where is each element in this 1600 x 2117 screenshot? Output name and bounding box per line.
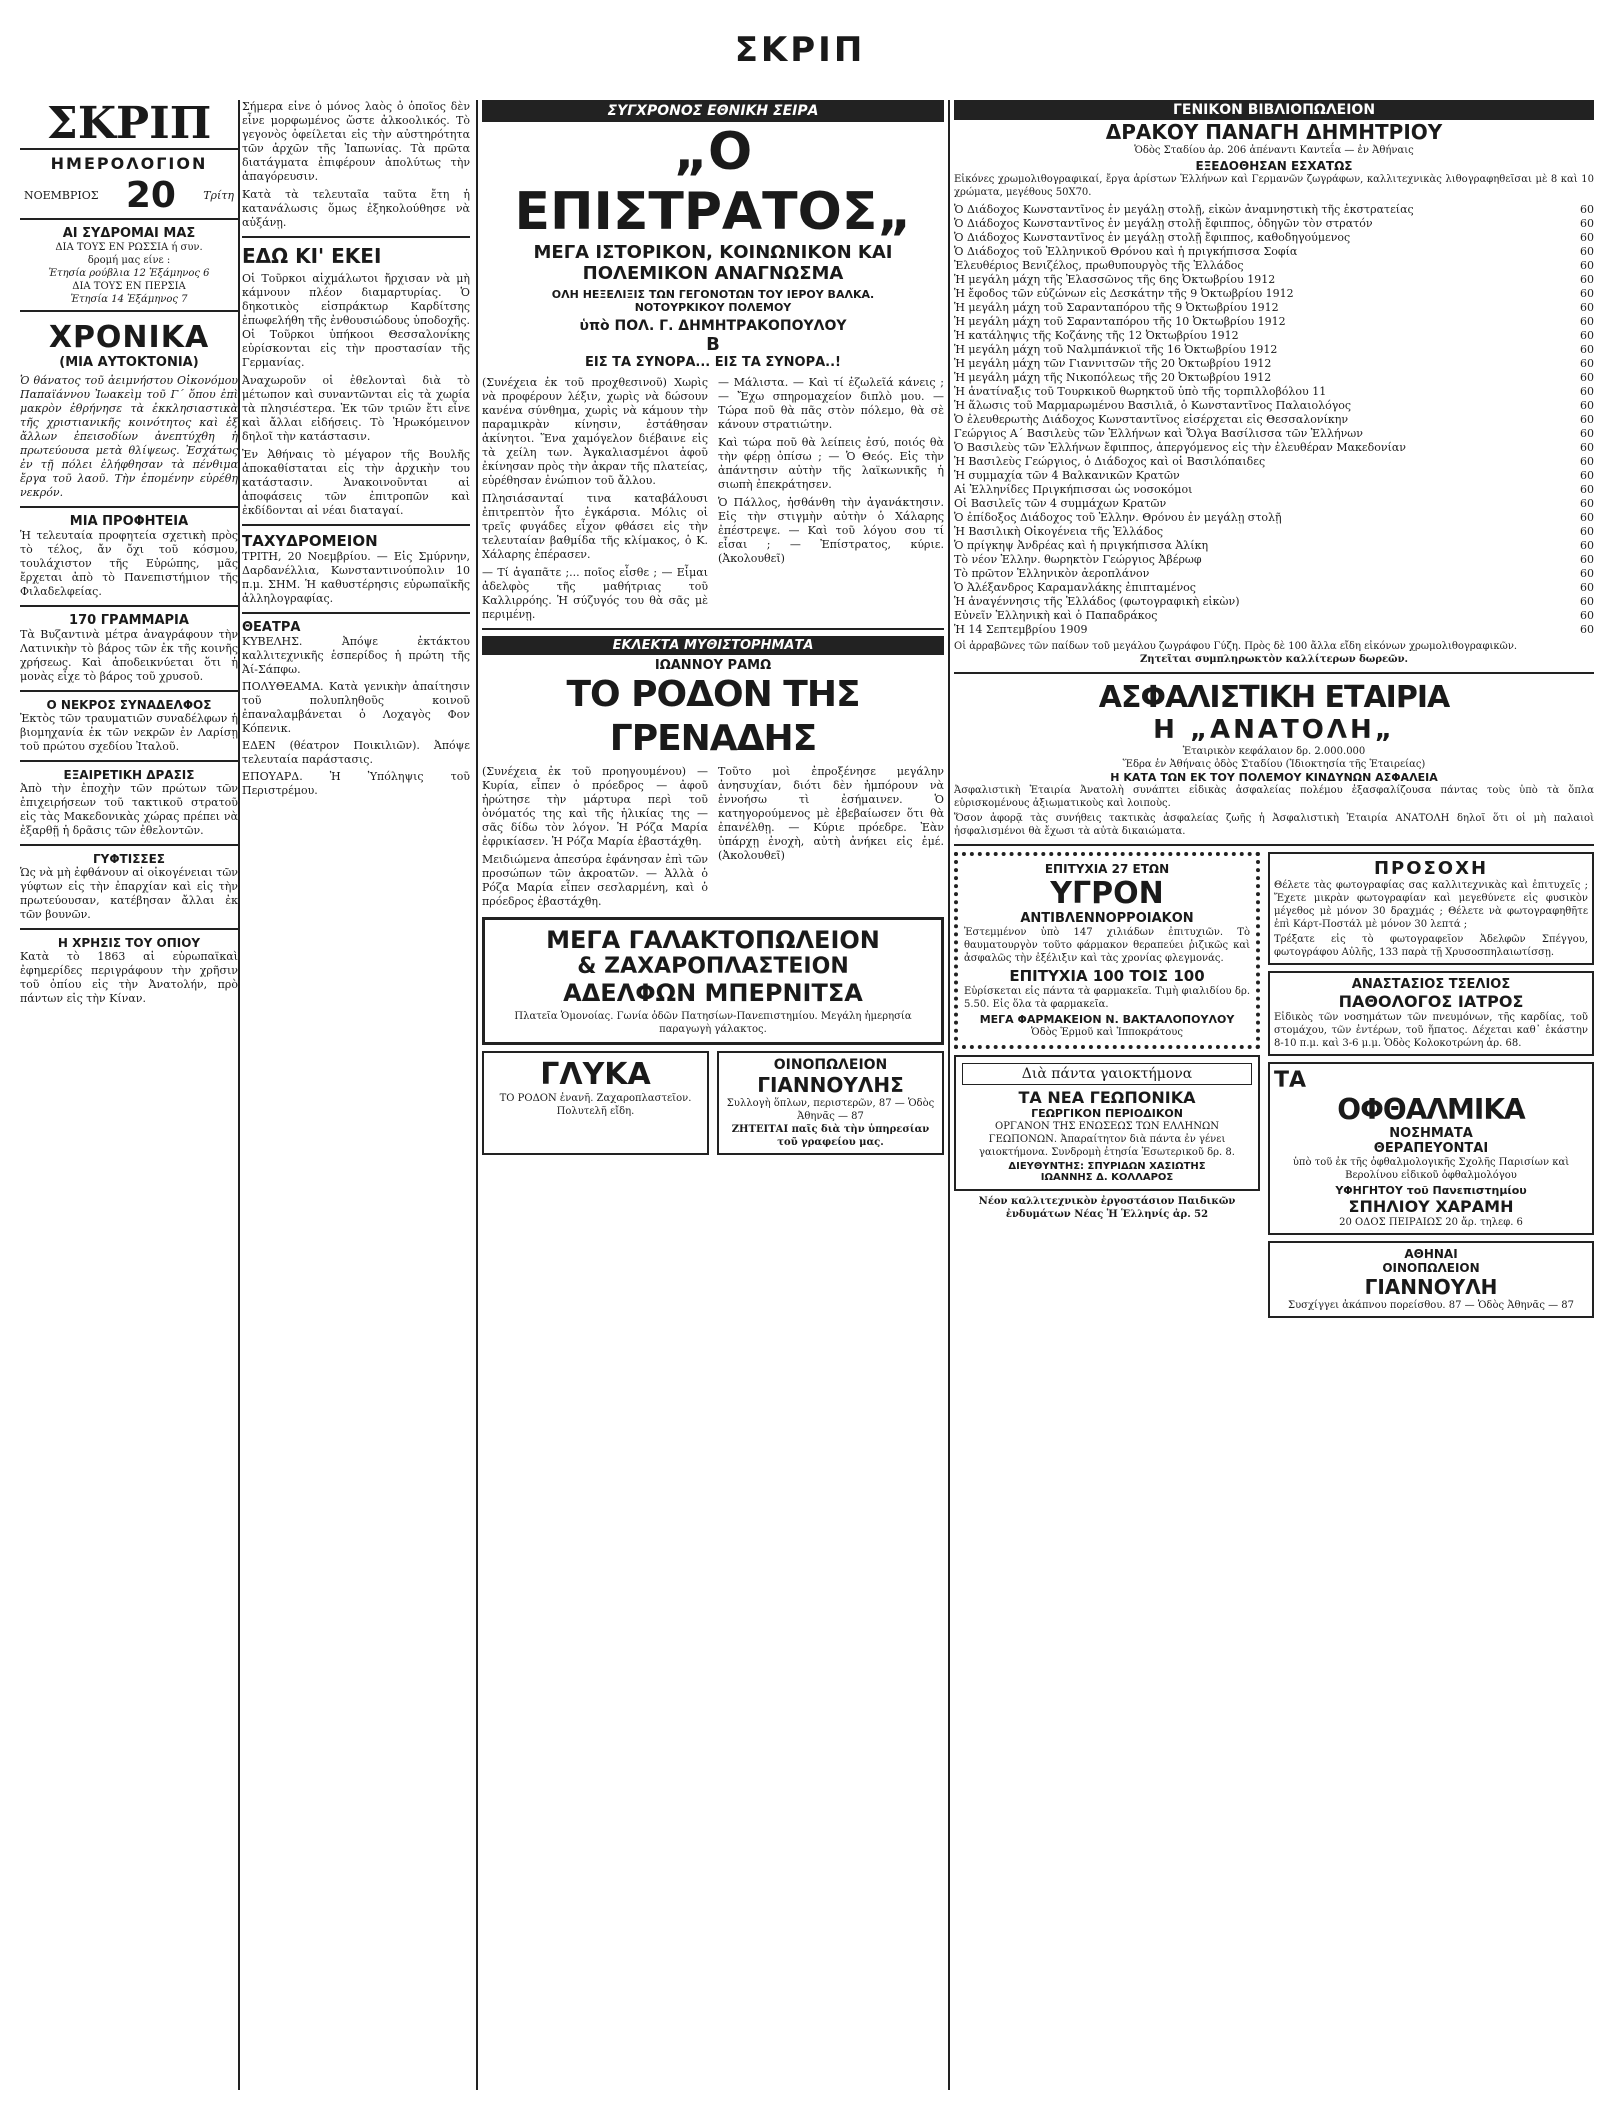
price-value: 60	[1580, 441, 1594, 454]
price-value: 60	[1580, 497, 1594, 510]
section-subtitle: (ΜΙΑ ΑΥΤΟΚΤΟΝΙΑ)	[59, 355, 199, 370]
price-item: Ἐλευθέριος Βενιζέλος, πρωθυπουργὸς τῆς Ἑλλάδος	[954, 259, 1244, 272]
price-row	[954, 497, 1594, 511]
subs-line: δρομή μας είνε :	[87, 255, 171, 266]
price-row	[954, 483, 1594, 497]
price-row	[954, 581, 1594, 595]
ad-doctor-name: ΑΝΑΣΤΑΣΙΟΣ ΤΣΕΛΙΟΣ	[1351, 977, 1511, 992]
price-value: 60	[1580, 371, 1594, 384]
section-title: ΘΕΑΤΡΑ	[242, 620, 301, 635]
ad-sweets-title: ΓΛΥΚΑ	[540, 1057, 651, 1092]
price-value: 60	[1580, 567, 1594, 580]
insurance-name: Η „ΑΝΑΤΟΛΗ„	[1153, 715, 1395, 745]
price-value: 60	[1580, 609, 1594, 622]
ad-wine	[717, 1051, 944, 1155]
article-text: ΚΥΒΕΛΗΣ. Ἀπόψε ἐκτάκτου καλλιτεχνικῆς ἑσπερίδος ἡ πρώτη τῆς Ἀί-Σάπφω.	[242, 635, 470, 676]
price-value: 60	[1580, 245, 1594, 258]
ad-pharmacy-address: Ὁδὸς Ἑρμοῦ καὶ Ἱπποκράτους	[1031, 1027, 1183, 1038]
column-rule	[948, 100, 950, 2090]
price-value: 60	[1580, 273, 1594, 286]
price-item: Ἡ Βασιλικὴ Οἰκογένεια τῆς Ἑλλάδος	[954, 525, 1164, 538]
price-value: 60	[1580, 259, 1594, 272]
price-item: Ὁ ἐπίδοξος Διάδοχος τοῦ Ἑλλην. Θρόνου ἐν μεγάλῃ στολῇ	[954, 511, 1282, 524]
subs-line: Ἐτησία ρούβλια 12 Ἑξάμηνος 6	[48, 268, 210, 279]
ad-medicine	[954, 852, 1260, 1049]
ad-wanted: ΖΗΤΕΙΤΑΙ παῖς διὰ τὴν ὑπηρεσίαν τοῦ γραφείου μας.	[731, 1124, 930, 1148]
article-text: Σήμερα εἶνε ὁ μόνος λαὸς ὁ ὁποῖος δὲν εἶνε μορφωμένος ὥστε ἀλκοολικός. Τὸ γεγονὸς ὀφείλεται εἰς τὴν αὐστηρότητα τῶν ἀρχῶν τῆς Ἰαπωνίας. Τὰ πρῶτα διατάγματα ἐπιφέρουν ἀπολύτως τὴν ἀπαγόρευσιν.	[242, 100, 470, 183]
price-item: Ἡ ἅλωσις τοῦ Μαρμαρωμένου Βασιλιᾶ, ὁ Κωνσταντῖνος Παλαιολόγος	[954, 399, 1352, 412]
section-title: Η ΧΡΗΣΙΣ ΤΟΥ ΟΠΙΟΥ	[57, 936, 201, 950]
ad-eye-ta: ΤΑ	[1274, 1068, 1307, 1093]
ad-dairy-title: ΜΕΓΑ ΓΑΛΑΚΤΟΠΩΛΕΙΟΝ	[546, 926, 880, 954]
logo: ΣΚΡΙΠ	[20, 100, 238, 150]
price-row	[954, 245, 1594, 259]
section-title: ΓΥΦΤΙΣΣΕΣ	[93, 852, 165, 866]
ad-dairy-title: & ΖΑΧΑΡΟΠΛΑΣΤΕΙΟΝ	[577, 954, 849, 979]
price-value: 60	[1580, 581, 1594, 594]
price-row	[954, 357, 1594, 371]
article-text: Ὡς νὰ μὴ ἐφθάνουν αἱ οἰκογένειαι τῶν γύφτων εἰς τὴν ἐπαρχίαν καὶ εἰς τὴν πρωτεύουσαν, κατέβησαν ἄλλαι ἐκ τῶν βουνῶν.	[20, 866, 238, 921]
price-value: 60	[1580, 301, 1594, 314]
article-text: ΕΔΕΝ (θέατρον Ποικιλιῶν). Ἀπόψε τελευταία παράστασις.	[242, 739, 470, 766]
ad-medicine-text: Ἐστεμμένον ὑπὸ 147 χιλιάδων ἐπιτυχιῶν. Τὸ θαυματουργὸν τοῦτο φάρμακον θεραπεύει ῥιζικῶς καὶ ἀσφαλῶς τὴν ἐξέλιξιν καὶ τὰς χρονίας φλεγμονάς.	[964, 927, 1250, 964]
ad-pharmacy: ΜΕΓΑ ΦΑΡΜΑΚΕΙΟΝ Ν. ΒΑΚΤΑΛΟΠΟΥΛΟΥ	[979, 1013, 1235, 1026]
calendar-month: ΝΟΕΜΒΡΙΟΣ	[24, 189, 99, 202]
ad-eye-address: 20 ΟΔΟΣ ΠΕΙΡΑΙΩΣ 20 ἄρ. τηλεφ. 6	[1339, 1217, 1523, 1228]
price-value: 60	[1580, 539, 1594, 552]
masthead-title: ΣΚΡΙΠ	[734, 30, 866, 70]
price-item: Εὐνεῖν Ἑλληνικὴ καὶ ὁ Παπαδράκος	[954, 609, 1158, 622]
price-row	[954, 427, 1594, 441]
ad-dairy	[482, 917, 944, 1045]
serial-description: ΝΟΤΟΥΡΚΙΚΟΥ ΠΟΛΕΜΟΥ	[634, 301, 792, 314]
price-value: 60	[1580, 357, 1594, 370]
price-value: 60	[1580, 231, 1594, 244]
price-list	[954, 203, 1594, 637]
price-item: Ἡ μεγάλη μάχη τοῦ Σαρανταπόρου τῆς 10 Ὀκτωβρίου 1912	[954, 315, 1286, 328]
price-value: 60	[1580, 553, 1594, 566]
ad-eye-doctor: ΥΦΗΓΗΤΟΥ τοῦ Πανεπιστημίου	[1335, 1184, 1527, 1197]
price-value: 60	[1580, 469, 1594, 482]
price-row	[954, 343, 1594, 357]
ad-eye-subtitle: ΘΕΡΑΠΕΥΟΝΤΑΙ	[1373, 1141, 1489, 1156]
ad-agriculture-head: Διὰ πάντα γαιοκτήμονα	[962, 1063, 1252, 1085]
price-item: Ἡ μεγάλη μάχη τῆς Νικοπόλεως τῆς 20 Ὀκτωβρίου 1912	[954, 371, 1272, 384]
calendar-weekday: Τρίτη	[203, 189, 234, 202]
insurance-text: Ὅσον ἀφορᾷ τὰς συνήθεις τακτικὰς ἀσφαλείας ζωῆς ἡ Ἀσφαλιστικὴ Ἑταιρία ΑΝΑΤΟΛΗ δηλοῖ ὅτι οἱ μὴ παλαιοὶ ἠσφαλισμένοι θὰ ἔχωσι τὰ αὐτὰ δικαιώματα.	[954, 813, 1594, 837]
ad-agriculture	[954, 1055, 1260, 1191]
ad-eye-text: ὑπὸ τοῦ ἐκ τῆς ὀφθαλμολογικῆς Σχολῆς Παρισίων καὶ Βερολίνου εἰδικοῦ ὀφθαλμολόγου	[1292, 1157, 1570, 1181]
price-item: Ἡ ἀναγέννησις τῆς Ἑλλάδος (φωτογραφικὴ εἰκὼν)	[954, 595, 1240, 608]
masthead	[0, 0, 1600, 100]
section-title: ΕΞΑΙΡΕΤΙΚΗ ΔΡΑΣΙΣ	[63, 768, 195, 782]
article-text: ΤΡΙΤΗ, 20 Νοεμβρίου. — Εἰς Σμύρνην, Δαρδανέλλια, Κωνσταντινούπολιν 10 π.μ. ΣΗΜ. Ἡ καθυστέρησις εὐρωπαϊκῆς ἀλληλογραφίας.	[242, 550, 470, 605]
price-item: Ἡ ἀνατίναξις τοῦ Τουρκικοῦ θωρηκτοῦ ὑπὸ τῆς τορπιλλοβόλου 11	[954, 385, 1327, 398]
price-value: 60	[1580, 315, 1594, 328]
shop-name: ΔΡΑΚΟΥ ΠΑΝΑΓΗ ΔΗΜΗΤΡΙΟΥ	[1105, 120, 1443, 144]
price-row	[954, 315, 1594, 329]
price-item: Ἡ μεγάλη μάχη τοῦ Σαρανταπόρου τῆς 9 Ὀκτωβρίου 1912	[954, 301, 1279, 314]
ad-medicine-subtitle: ΑΝΤΙΒΛΕΝΝΟΡΡΟΙΑΚΟΝ	[1020, 911, 1194, 926]
price-item: Τὸ νέον Ἑλλην. θωρηκτὸν Γεώργιος Ἀβέρωφ	[954, 553, 1202, 566]
novel-title: ΤΟ ΡΟΔΟΝ ΤΗΣ ΓΡΕΝΑΔΗΣ	[566, 674, 860, 759]
ad-medicine-text: Εὑρίσκεται εἰς πάντα τὰ φαρμακεῖα. Τιμὴ φιαλιδίου δρ. 5.50. Εἰς ὅλα τὰ φαρμακεῖα.	[964, 986, 1250, 1010]
price-row	[954, 203, 1594, 217]
serial-text: Πλησιάσανταί τινα καταβάλουσι ἐπιτρεπτὸν ἦτο ἐγκάρσια. Μόλις οἱ τρεῖς φυγάδες εἶχον φθάσει εἰς τὴν τελευταίαν βαθμίδα τῆς κλίμακος, ὁ Κ. Χάλαρης ἐπέρασεν.	[482, 492, 708, 561]
price-row	[954, 371, 1594, 385]
ad-eye-name: ΣΠΗΛΙΟΥ ΧΑΡΑΜΗ	[1348, 1197, 1514, 1216]
insurance-title: ΑΣΦΑΛΙΣΤΙΚΗ ΕΤΑΙΡΙΑ	[1098, 680, 1450, 715]
serial-author: ὑπὸ ΠΟΛ. Γ. ΔΗΜΗΤΡΑΚΟΠΟΥΛΟΥ	[579, 318, 847, 334]
serial-text: (Συνέχεια ἐκ τοῦ προχθεσινοῦ) Χωρὶς νὰ προφέρουν λέξιν, χωρὶς νὰ δώσουν κανένα σύνθημα, χωρὶς νὰ κάμουν τὴν παραμικρὰν κίνησιν, ἐστάθησαν ἀκίνητοι. Ἕνα χαμόγελον διέβαινε εἰς τὰ χείλη των. Ἀγκαλιασμένοι ἀφοῦ ἐκίνησαν πρὸς τὴν ἀκραν τῆς πλατείας, εὑρέθησαν ἐνώπιον τοῦ ἄλλου.	[482, 376, 708, 487]
ad-agriculture-subtitle: ΓΕΩΡΓΙΚΟΝ ΠΕΡΙΟΔΙΚΟΝ	[1031, 1107, 1183, 1120]
column-right	[954, 100, 1594, 2090]
price-value: 60	[1580, 413, 1594, 426]
serial-part: Β	[706, 334, 720, 355]
price-value: 60	[1580, 455, 1594, 468]
price-value: 60	[1580, 623, 1594, 636]
serial-chapter: ΕΙΣ ΤΑ ΣΥΝΟΡΑ... ΕΙΣ ΤΑ ΣΥΝΟΡΑ..!	[585, 355, 841, 370]
ad-doctor	[1268, 971, 1594, 1056]
ad-eye-title: ΟΦΘΑΛΜΙΚΑ	[1337, 1093, 1525, 1126]
serial-columns	[482, 376, 944, 622]
ad-row	[482, 1051, 944, 1155]
insurance-text: Ἀσφαλιστικὴ Ἑταιρία Ἀνατολὴ συνάπτει εἰδικὰς ἀσφαλείας πολέμου ἐξασφαλίζουσα πάντας τοὺς ὑπὸ τὰ ὅπλα εὑρισκομένους ἀξιωματικοὺς καὶ λοιποὺς.	[954, 785, 1594, 809]
price-item: Ἡ μεγάλη μάχη τοῦ Ναλμπάνκιοϊ τῆς 16 Ὀκτωβρίου 1912	[954, 343, 1278, 356]
ad-dairy-title: ΑΔΕΛΦΩΝ ΜΠΕΡΝΙΤΣΑ	[563, 979, 863, 1007]
novel-kicker: ΕΚΛΕΚΤΑ ΜΥΘΙΣΤΟΡΗΜΑΤΑ	[482, 636, 944, 655]
price-value: 60	[1580, 525, 1594, 538]
shop-note: Ζητεῖται συμπληρωκτὸν καλλίτερων δωρεῶν.	[1140, 654, 1408, 665]
price-item: Ἡ 14 Σεπτεμβρίου 1909	[954, 623, 1088, 636]
shop-kicker: ΓΕΝΙΚΟΝ ΒΙΒΛΙΟΠΩΛΕΙΟΝ	[954, 100, 1594, 120]
ad-wine-name: ΓΙΑΝΝΟΥΛΗ	[1364, 1275, 1498, 1299]
article-text: ΠΟΛΥΘΕΑΜΑ. Κατὰ γενικὴν ἀπαίτησιν τοῦ πολυπληθοῦς κοινοῦ ἐπαναλαμβάνεται ὁ Λοχαγὸς Φον Κόπενικ.	[242, 680, 470, 735]
section-title: ΤΑΧΥΔΡΟΜΕΙΟΝ	[242, 532, 378, 550]
section-title: Ο ΝΕΚΡΟΣ ΣΥΝΑΔΕΛΦΟΣ	[46, 698, 212, 712]
price-item: Ὁ Διάδοχος Κωνσταντῖνος ἐν μεγάλῃ στολῇ ἔφιππος, ὁδηγῶν τὸν στρατόν	[954, 217, 1373, 230]
price-value: 60	[1580, 329, 1594, 342]
ad-medicine-success: ΕΠΙΤΥΧΙΑ 100 ΤΟΙΣ 100	[1009, 967, 1205, 985]
price-row	[954, 553, 1594, 567]
article-text: ΕΠΟΥΑΡΔ. Ἡ Ὑπόληψις τοῦ Περιστρέμου.	[242, 770, 470, 797]
column-rule	[238, 100, 240, 2090]
price-item: Ὁ Ἀλέξανδρος Καραμανλάκης ἐπιπταμένος	[954, 581, 1196, 594]
price-value: 60	[1580, 483, 1594, 496]
price-item: Τὸ πρῶτον Ἑλληνικὸν ἀεροπλάνον	[954, 567, 1150, 580]
serial-title: „Ο ΕΠΙΣΤΡΑΤΟΣ„	[514, 122, 912, 242]
price-item: Ἡ συμμαχία τῶν 4 Βαλκανικῶν Κρατῶν	[954, 469, 1180, 482]
article-text: Τὰ Βυζαντινὰ μέτρα ἀναγράφουν τὴν Λατινικὴν τὸ βάρος τῶν ἐκ τῆς κοινῆς χρήσεως. Καὶ ἀποδεικνύεται ὅτι ἡ μονὰς εἶχε τὸ βάρος τοῦ χρυσοῦ.	[20, 628, 238, 683]
price-item: Ἡ κατάληψις τῆς Κοζάνης τῆς 12 Ὀκτωβρίου 1912	[954, 329, 1239, 342]
shop-description: Εἰκόνες χρωμολιθογραφικαί, ἔργα ἀρίστων Ἑλλήνων καὶ Γερμανῶν ζωγράφων, καλλιτεχνικὰς λιθογραφηθεῖσαι μὲ 8 καὶ 10 χρώματα, μεγέθους 50Χ70.	[954, 174, 1594, 198]
serial-kicker: ΣΥΓΧΡΟΝΟΣ ΕΘΝΙΚΗ ΣΕΙΡΑ	[482, 100, 944, 122]
ad-sweets	[482, 1051, 709, 1155]
serial-subtitle: ΜΕΓΑ ΙΣΤΟΡΙΚΟΝ, ΚΟΙΝΩΝΙΚΟΝ ΚΑΙ	[533, 242, 893, 263]
price-row	[954, 511, 1594, 525]
price-item: Αἱ Ἑλληνίδες Πριγκήπισσαι ὡς νοσοκόμοι	[954, 483, 1193, 496]
ad-wine-text: Συλλογὴ ὅπλων, περιστερῶν, 87 — Ὁδὸς Ἀθηνᾶς — 87	[726, 1098, 935, 1122]
serial-text: Καὶ τώρα ποῦ θὰ λείπεις ἐσύ, ποιός θὰ τὴν φέρῃ ὀπίσω ; — Ὁ Θεός. Εἰς τὴν ἀπάντησιν αὐτὴν τῆς λαϊκωνικῆς ἡ σιωπὴ ἐπεκράτησεν.	[718, 436, 944, 491]
ad-agriculture-director: ΔΙΕΥΘΥΝΤΗΣ: ΣΠΥΡΙΔΩΝ ΧΑΣΙΩΤΗΣ	[1008, 1161, 1206, 1172]
article-text: Ἀπὸ τὴν ἐποχὴν τῶν πρώτων τῶν ἐπιχειρήσεων τοῦ τακτικοῦ στρατοῦ εἰς τὰς Μακεδονικὰς χώρας πρέπει νὰ ἐξαρθῇ ἡ δρᾶσις τῶν ἐθελοντῶν.	[20, 782, 238, 837]
novel-text: Τοῦτο μοὶ ἐπροξένησε μεγάλην ἀνησυχίαν, διότι δὲν ἠμπόρουν νὰ ἐννοήσω τὶ ἐσήμαινεν. Ὁ κατηγορούμενος μὲ ἐβεβαίωσεν ὅτι θὰ ἐπανέλθῃ. — Κύριε πρόεδρε. Ἐὰν ὑπάρχῃ ἐνοχὴ, αὐτὴ ἀνήκει εἰς ἐμέ. (Ἀκολουθεῖ)	[718, 765, 944, 862]
serial-description: ΟΛΗ ΗΕΞΕΛΙΞΙΣ ΤΩΝ ΓΕΓΟΝΟΤΩΝ ΤΟΥ ΙΕΡΟΥ ΒΑΛΚΑ.	[551, 288, 875, 301]
calendar-label: ΗΜΕΡΟΛΟΓΙΟΝ	[50, 154, 208, 173]
ad-eye-subtitle: ΝΟΣΗΜΑΤΑ	[1389, 1126, 1473, 1141]
ad-wine-right	[1268, 1241, 1594, 1318]
ad-eye	[1268, 1062, 1594, 1235]
price-row	[954, 413, 1594, 427]
ad-wine-city: ΑΘΗΝΑΙ	[1404, 1247, 1458, 1261]
price-row	[954, 259, 1594, 273]
insurance-capital: Ἑταιρικὸν κεφάλαιον δρ. 2.000.000	[1182, 746, 1366, 757]
price-item: Γεώργιος Α΄ Βασιλεὺς τῶν Ἑλλήνων καὶ Ὄλγα Βασίλισσα τῶν Ἑλλήνων	[954, 427, 1363, 440]
price-item: Ὁ Διάδοχος τοῦ Ἑλληνικοῦ Θρόνου καὶ ἡ πριγκήπισσα Σοφία	[954, 245, 1298, 258]
price-value: 60	[1580, 385, 1594, 398]
insurance-address: Ἕδρα ἐν Ἀθήναις ὁδὸς Σταδίου (Ἰδιοκτησία τῆς Ἑταιρείας)	[1122, 759, 1426, 770]
serial-subtitle: ΠΟΛΕΜΙΚΟΝ ΑΝΑΓΝΩΣΜΑ	[582, 263, 844, 284]
serial-text: — Τί ἀγαπᾶτε ;... ποῖος εἶσθε ; — Εἶμαι ἀδελφὸς τῆς μαθήτριας τοῦ Καλλιρρόης. Ἡ σύζυγός του θὰ σᾶς μὲ περιμένῃ.	[482, 566, 708, 621]
ad-doctor-text: Εἰδικὸς τῶν νοσημάτων τῶν πνευμόνων, τῆς καρδίας, τοῦ στομάχου, τῶν ἐντέρων, τοῦ ἥπατος. Δέχεται καθ᾽ ἑκάστην 8-10 π.μ. καὶ 3-6 μ.μ. Ὁδὸς Κολοκοτρώνη ἀρ. 68.	[1274, 1012, 1588, 1049]
price-row	[954, 455, 1594, 469]
column-rule	[476, 100, 478, 2090]
price-value: 60	[1580, 217, 1594, 230]
price-item: Ὁ ἐλευθερωτὴς Διάδοχος Κωνσταντῖνος εἰσέρχεται εἰς Θεσσαλονίκην	[954, 413, 1349, 426]
insurance-subtitle: Η ΚΑΤΑ ΤΩΝ ΕΚ ΤΟΥ ΠΟΛΕΜΟΥ ΚΙΝΔΥΝΩΝ ΑΣΦΑΛΕΙΑ	[1110, 771, 1438, 784]
ad-photo-text: Θέλετε τὰς φωτογραφίας σας καλλιτεχνικὰς καὶ ἐπιτυχεῖς ; Ἔχετε μικρὰν φωτογραφίαν καὶ μεγεθύνετε εἰς φυσικὸν μέγεθος μὲ μόνον 30 δραχμάς ; Θέλετε νὰ φωτογραφηθῆτε ἐπὶ Κάρτ-Ποστάλ μὲ μόνον 30 λεπτά ;	[1274, 880, 1588, 930]
column-left	[20, 100, 238, 2090]
ad-wine-text: Συσχίγγει ἀκάπνου πορείσθου. 87 — Ὁδὸς Ἀθηνᾶς — 87	[1288, 1300, 1574, 1311]
price-row	[954, 595, 1594, 609]
ad-agriculture-text: ΟΡΓΑΝΟΝ ΤΗΣ ΕΝΩΣΕΩΣ ΤΩΝ ΕΛΛΗΝΩΝ ΓΕΩΠΟΝΩΝ. Ἀπαραίτητον διὰ πάντα ἐν γένει γαιοκτήμονα. Συνδρομὴ ἐτησία Ἐσωτερικοῦ δρ. 8.	[979, 1121, 1235, 1158]
price-row	[954, 287, 1594, 301]
ad-wine-title: ΟΙΝΟΠΩΛΕΙΟΝ	[773, 1057, 888, 1073]
price-value: 60	[1580, 287, 1594, 300]
ad-wine-title: ΟΙΝΟΠΩΛΕΙΟΝ	[1382, 1261, 1480, 1275]
price-value: 60	[1580, 203, 1594, 216]
price-row	[954, 441, 1594, 455]
subs-line: ΔΙΑ ΤΟΥΣ ΕΝ ΡΩΣΣΙΑ ή συν.	[55, 242, 203, 253]
novel-text: (Συνέχεια ἐκ τοῦ προηγουμένου) — Κυρία, εἶπεν ὁ πρόεδρος — ἀφοῦ ἠρώτησε τὴν μάρτυρα περὶ τοῦ ὀνόματός της καὶ τῆς ἡλικίας της — σᾶς δίδω τὸν λόγον. Ἡ Ρόζα Μαρία ἐφρικίασεν. Ἡ Ρόζα Μαρία ἐβαστάχθη.	[482, 765, 708, 848]
subscriptions	[20, 226, 238, 312]
calendar-day: 20	[125, 175, 176, 216]
ad-medicine-name: ΥΓΡΟΝ	[1050, 876, 1164, 911]
price-item: Ἡ Βασιλεὺς Γεώργιος, ὁ Διάδοχος καὶ οἱ Βασιλόπαιδες	[954, 455, 1266, 468]
shop-subtitle: ΕΞΕΔΟΘΗΣΑΝ ΕΣΧΑΤΩΣ	[1195, 159, 1353, 173]
ads-lower-right	[1268, 852, 1594, 1318]
article-text: Κατὰ τὸ 1863 αἱ εὐρωπαϊκαὶ ἐφημερίδες περιγράφουν τὴν χρῆσιν τοῦ ὀπίου εἰς τὴν Ἀνατολήν, πρὸ πάντων εἰς τὴν Κίναν.	[20, 950, 238, 1005]
ads-lower-left	[954, 852, 1260, 1318]
price-row	[954, 469, 1594, 483]
ad-medicine-kicker: ΕΠΙΤΥΧΙΑ 27 ΕΤΩΝ	[1044, 862, 1170, 876]
price-value: 60	[1580, 427, 1594, 440]
price-row	[954, 329, 1594, 343]
section-title: ΜΙΑ ΠΡΟΦΗΤΕΙΑ	[69, 514, 189, 529]
price-row	[954, 399, 1594, 413]
price-row	[954, 539, 1594, 553]
ad-sweets-text: ΤΟ ΡΟΔΟΝ ἐνανῆ. Ζαχαροπλαστεῖον. Πολυτελῆ εἴδη.	[499, 1093, 692, 1117]
article-text: Κατὰ τὰ τελευταῖα ταῦτα ἔτη ἡ κατανάλωσις ὅμως ἐξηκολούθησε νὰ αὐξάνῃ.	[242, 188, 470, 229]
novel-columns	[482, 765, 944, 909]
price-row	[954, 301, 1594, 315]
ad-new-factory: Νέον καλλιτεχνικὸν ἐργοστάσιον Παιδικῶν ἐνδυμάτων Νέας Ἡ Ἑλληνίς ἀρ. 52	[978, 1196, 1236, 1220]
price-value: 60	[1580, 343, 1594, 356]
ad-doctor-title: ΠΑΘΟΛΟΓΟΣ ΙΑΤΡΟΣ	[1338, 992, 1524, 1011]
price-row	[954, 525, 1594, 539]
article-text: Ἀναχωροῦν οἱ ἐθελονταὶ διὰ τὸ μέτωπον καὶ συναντῶνται εἰς τὰ χωρία τὰ πλησιέστερα. Ἐκ τῶν τριῶν ἔτι εἶνε καὶ ἄλλαι εἰδήσεις. Τὸ Ἡρωκόμεινον δηλοῖ τὴν κατάστασιν.	[242, 374, 470, 443]
section-title: 170 ΓΡΑΜΜΑΡΙΑ	[69, 613, 189, 628]
ad-agriculture-publisher: ΙΩΑΝΝΗΣ Δ. ΚΟΛΛΑΡΟΣ	[1040, 1172, 1174, 1183]
serial-text: — Μάλιστα. — Καὶ τί ἐζωλεῖά κάνεις ; — Ἔχω σπηρομαχείον διπλὸ μου. — Τώρα ποῦ θὰ πᾶς στὸν πόλεμο, θὰ σὲ κάνουν στρατιώτην.	[718, 376, 944, 431]
price-value: 60	[1580, 399, 1594, 412]
price-row	[954, 623, 1594, 637]
price-item: Ὁ Βασιλεὺς τῶν Ἑλλήνων ἔφιππος, ἀπεργόμενος εἰς τὴν ἐλευθέραν Μακεδονίαν	[954, 441, 1406, 454]
ad-dairy-text: Πλατεῖα Ὁμονοίας. Γωνία ὁδῶν Πατησίων-Πανεπιστημίου. Μεγάλη ἡμερησία παραγωγὴ γάλακτος.	[514, 1011, 912, 1035]
price-row	[954, 567, 1594, 581]
ads-lower	[954, 852, 1594, 1318]
price-row	[954, 385, 1594, 399]
price-item: Ὁ πρίγκηψ Ἀνδρέας καὶ ἡ πριγκήπισσα Ἀλίκη	[954, 539, 1209, 552]
novel-author: ΙΩΑΝΝΟΥ ΡΑΜΩ	[654, 658, 772, 673]
ad-wine-name: ΓΙΑΝΝΟΥΛΗΣ	[757, 1073, 904, 1097]
novel-text: Μειδιώμενα ἀπεσύρα ἐφάνησαν ἐπὶ τῶν προσώπων τῶν ἀκροατῶν. — Ἀλλὰ ὁ Ρόζα Μαρία εἶπεν σεσλαρμένη, καὶ ὁ πρόεδρος ἐβαστάχθη.	[482, 853, 708, 908]
shop-address: Ὁδὸς Σταδίου ἀρ. 206 ἀπέναντι Καντεΐα — ἐν Ἀθήναις	[1134, 145, 1414, 156]
section-title: ΕΔΩ ΚΙ' ΕΚΕΙ	[242, 244, 382, 268]
price-row	[954, 231, 1594, 245]
price-item: Ὁ Διάδοχος Κωνσταντῖνος ἐν μεγάλῃ στολῇ, εἰκὼν ἀναμνηστικὴ τῆς ἐκστρατείας	[954, 203, 1414, 216]
section-title: ΧΡΟΝΙΚΑ	[48, 320, 210, 355]
article-text: Ὁ θάνατος τοῦ ἀειμνήστου Οἰκονόμου Παπαϊάννου Ἰωακεὶμ τοῦ Γ΄ ὅπου ἐπὶ μακρὸν ἐθρήνησε τὰ ἐκκλησιαστικὰ τῆς χριστιανικῆς κοινότητος καὶ ἐξ ἄλλων ἐπεισοδίων ἀνεπτύχθη ἡ πρωτεύουσα μετὰ θλίψεως. Ἐσχάτως ἐν τῇ πόλει ἐλήφθησαν τὰ πένθιμα ἔργα τοῦ λαοῦ. Τὴν ἐπομένην εὑρέθη νεκρόν.	[20, 374, 238, 499]
price-item: Οἱ Βασιλεῖς τῶν 4 συμμάχων Κρατῶν	[954, 497, 1167, 510]
article-text: Ἡ τελευταία προφητεία σχετικὴ πρὸς τὸ τέλος, ἄν ὄχι τοῦ κόσμου, τουλάχιστον τῆς Εὐρώπης, μᾶς ἔρχεται ἀπὸ τὸ Πανεπιστήμιον τῆς Φιλαδελφείας.	[20, 529, 238, 598]
price-item: Ἡ μεγάλη μάχη τῶν Γιαννιτσῶν τῆς 20 Ὀκτωβρίου 1912	[954, 357, 1272, 370]
article-text: Ἐν Ἀθήναις τὸ μέγαρον τῆς Βουλῆς ἀποκαθίσταται εἰς τὴν ἀρχικὴν του κατάστασιν. Ἀνακοινοῦνται αἱ ἀποφάσεις τῶν ἐπιτροπῶν καὶ ἐκδίδονται αἱ νέαι διαταγαί.	[242, 448, 470, 517]
price-row	[954, 217, 1594, 231]
article-text: Ἐκτὸς τῶν τραυματιῶν συναδέλφων ἡ βιομηχανία ἐκ τῶν νεκρῶν ἐν Λαρίσῃ τοῦ πρώτου σχεδίου Ἰταλοῦ.	[20, 712, 238, 753]
ad-photo	[1268, 852, 1594, 965]
serial-text: Ὁ Πάλλος, ἡσθάνθη τὴν ἀγανάκτησιν. Εἰς τὴν στιγμὴν αὐτὴν ὁ Χάλαρης ἐπέστρεψε. — Καὶ τοῦ λόγου σου τί εἶσαι ; — Ἐπίστρατος, κύριε. (Ἀκολουθεῖ)	[718, 496, 944, 565]
ad-agriculture-title: ΤΑ ΝΕΑ ΓΕΩΠΟΝΙΚΑ	[1018, 1088, 1196, 1107]
column-second	[242, 100, 470, 2090]
calendar-date	[20, 173, 238, 220]
subs-line: ΔΙΑ ΤΟΥΣ ΕΝ ΠΕΡΣΙΑ	[72, 281, 186, 292]
subs-line: Ἐτησία 14 Ἑξάμηνος 7	[70, 294, 188, 305]
article-text: Οἱ Τοῦρκοι αἰχμάλωτοι ἤρχισαν νὰ μὴ κάμνουν πλέον διαμαρτυρίας. Ὁ δηκοτικὸς εἰσπράκτωρ Καρδίτσης ἐπωφελήθη τῆς ἐνθουσιώδους ὑποδοχῆς. Οἱ Τοῦρκοι ὑπήκοοι Θεσσαλονίκης εὐρίσκονται εἰς τὴν προστασίαν τῆς Γερμανίας.	[242, 272, 470, 369]
shop-note: Οἱ ἀρραβῶνες τῶν παίδων τοῦ μεγάλου ζωγράφου Γύζη. Πρὸς δὲ 100 ἄλλα εἴδη εἰκόνων χρωμολιθογραφικῶν.	[954, 641, 1518, 652]
price-value: 60	[1580, 595, 1594, 608]
price-item: Ὁ Διάδοχος Κωνσταντῖνος ἐν μεγάλῃ στολῇ ἔφιππος, καθοδηγούμενος	[954, 231, 1351, 244]
column-center	[482, 100, 944, 2090]
price-row	[954, 609, 1594, 623]
ad-photo-title: ΠΡΟΣΟΧΗ	[1373, 858, 1489, 879]
price-value: 60	[1580, 511, 1594, 524]
price-item: Ἡ μεγάλη μάχη τῆς Ἐλασσῶνος τῆς 6ης Ὀκτωβρίου 1912	[954, 273, 1276, 286]
ad-photo-text: Τρέξατε εἰς τὸ φωτογραφεῖον Ἀδελφῶν Σπέγγου, φωτογράφου Αὐλῆς, 133 παρὰ τῇ Χρυσοσπηλαιωτίσσῃ.	[1274, 934, 1588, 958]
subs-title: ΑΙ ΣΥΔΡΟΜΑΙ ΜΑΣ	[62, 226, 196, 241]
price-row	[954, 273, 1594, 287]
price-item: Ἡ ἔφοδος τῶν εὐζώνων εἰς Δεσκάτην τῆς 9 Ὀκτωβρίου 1912	[954, 287, 1294, 300]
